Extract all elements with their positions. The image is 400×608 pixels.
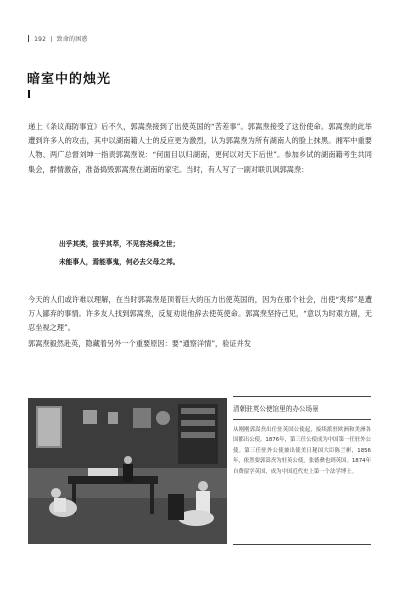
title-mark	[28, 90, 30, 98]
couplet-line-2: 未能事人，焉能事鬼，何必去父母之邦。	[59, 258, 180, 266]
caption-rule-top	[233, 396, 371, 397]
couplet-line-1: 出乎其类，拔乎其萃，不见容尧舜之世；	[59, 240, 180, 248]
section-title: 暗室中的烛光	[27, 72, 112, 87]
caption-rule-bottom	[233, 544, 371, 545]
running-head	[28, 34, 88, 43]
historical-photo	[28, 398, 227, 544]
body-paragraph-1: 递上《条议海防事宜》后不久，郭嵩焘接到了出使英国的“苦差事”。郭嵩焘接受了这份使命。郭嵩焘的此举遭到许多人的攻击，其中以湖南籍人士的反应更为激烈，认为郭嵩焘为所有湖南人的脸上抹黑。湘军中重要人物、两广总督刘坤一指责郭嵩焘说：“何面目以归湖南，更何以对天下后世”。参加乡试的湖南籍考生共同集会，群情激奋，准备捣毁郭嵩焘在湖南的家宅。当时，有人写了一副对联讥讽郭嵩焘：	[28, 122, 372, 174]
photo-illustration	[28, 398, 227, 544]
caption-rule-middle	[233, 419, 371, 420]
running-head-separator: |	[50, 36, 53, 43]
book-title: 致命的困惑	[56, 36, 88, 43]
body-paragraph-3: 郭嵩焘毅然赴英，隐藏着另外一个重要原因：要“通察洋情”，验证并发	[28, 339, 251, 348]
caption-title: 清朝驻英公使馆里的办公场景	[233, 405, 319, 413]
caption-body: 从刚刚郭嵩焘出任驻英国公使起，接续派驻欧洲和美洲各国都出公使。1876年，第三任公使成为中国第一任驻外公使。第三任驻外公使兼出使美日秘国大臣陈兰彬，1856年，依然要郭嵩焘为驻英公使，张德彝也到英国。1874年自费留学英国，成为中国近代史上第一个法学博士。	[233, 427, 371, 475]
running-head-bar	[28, 35, 29, 42]
page-number: 192	[34, 36, 47, 43]
body-paragraph-2: 今天的人们或许难以理解，在当时郭嵩焘是顶着巨大的压力出使英国的，因为在那个社会，出使“夷邦”是遭万人鄙弃的事情。许多友人找到郭嵩焘，反复劝说他辞去使英使命。郭嵩焘坚持己见，“意以为时艰方剧，无忍坐视之理”。	[28, 295, 372, 333]
